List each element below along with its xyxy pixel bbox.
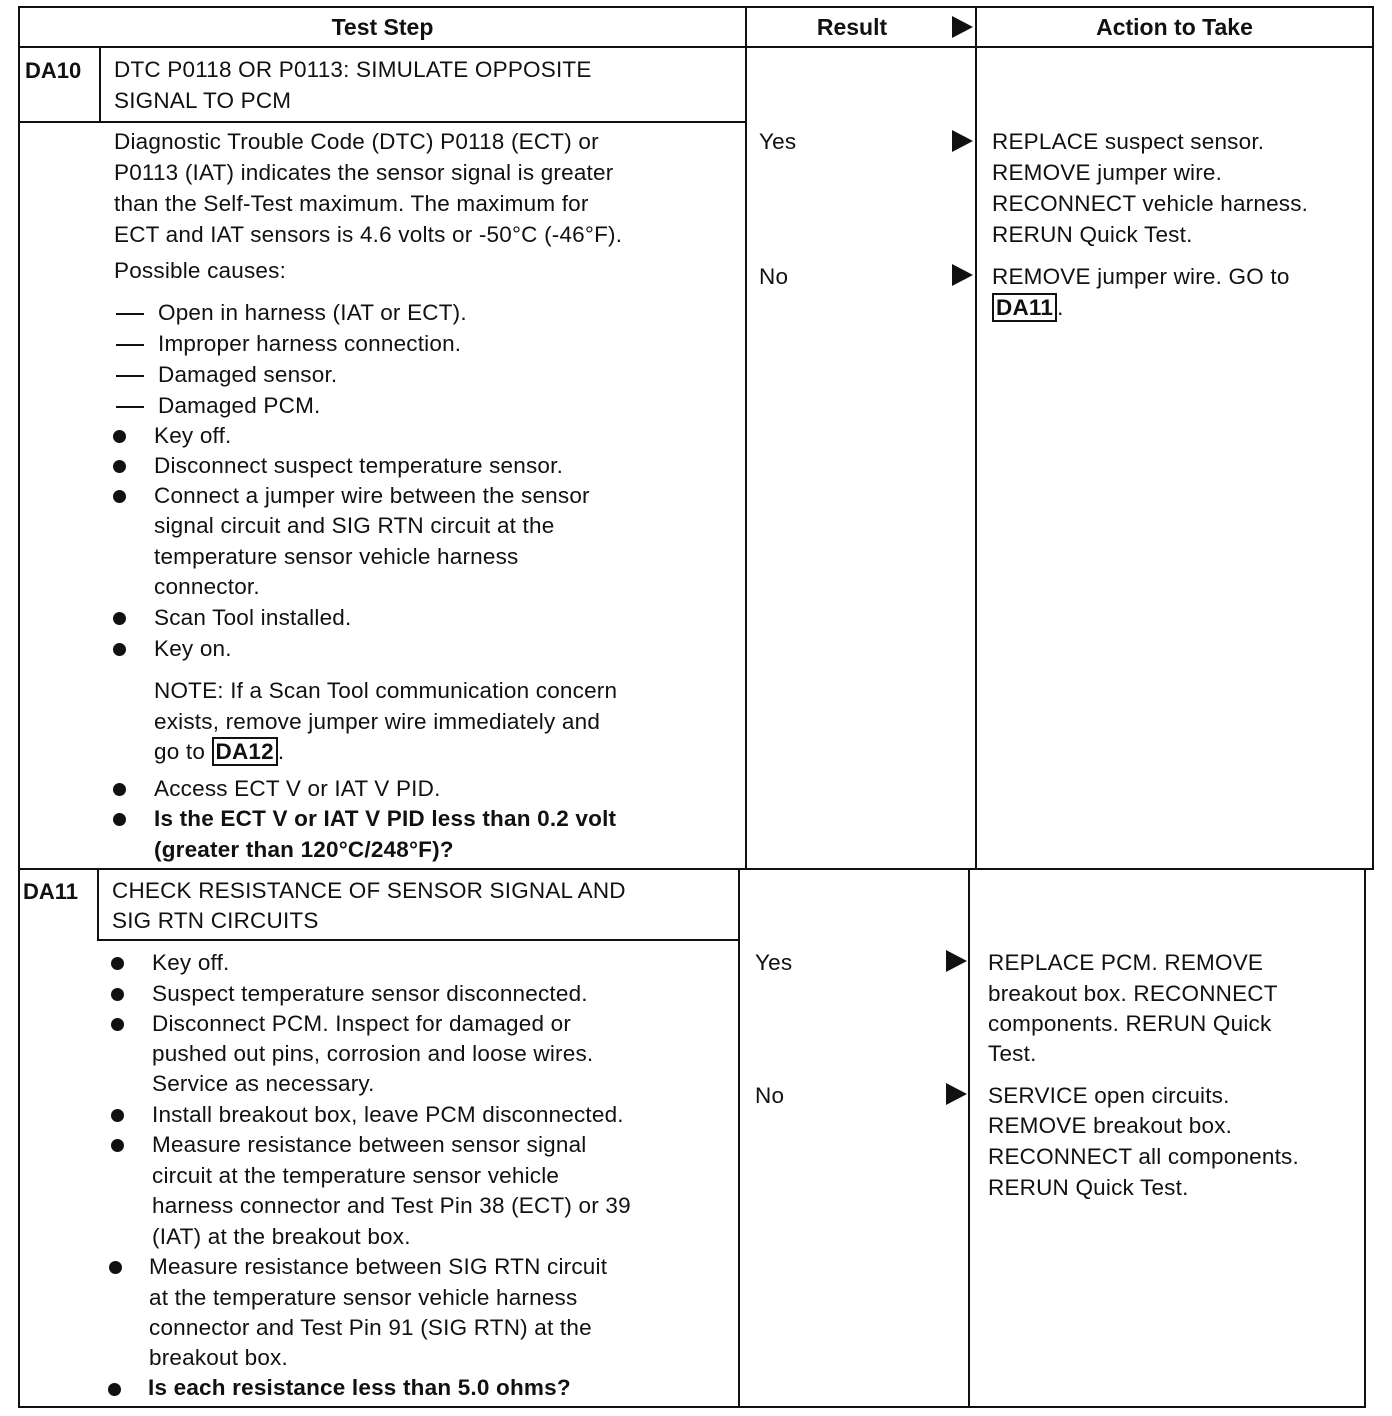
- da11-step: harness connector and Test Pin 38 (ECT) or 39: [152, 1193, 631, 1218]
- da11-step: Measure resistance between SIG RTN circuit: [149, 1254, 608, 1279]
- da10-step: Key on.: [154, 636, 232, 661]
- da10-step: Disconnect suspect temperature sensor.: [154, 453, 564, 478]
- table-border-left: [18, 6, 20, 1408]
- yes-arrow-icon: [946, 950, 967, 972]
- da11-step: Suspect temperature sensor disconnected.: [152, 981, 588, 1006]
- da10-note-ref-da12[interactable]: DA12: [212, 737, 278, 766]
- da10-yes-action: REPLACE suspect sensor.: [992, 129, 1265, 154]
- table-border-right-top: [1372, 6, 1374, 870]
- bullet-icon: [113, 643, 126, 656]
- da10-cause: Open in harness (IAT or ECT).: [158, 300, 467, 325]
- header-result: Result: [816, 14, 888, 40]
- da10-title-line: DTC P0118 OR P0113: SIMULATE OPPOSITE: [114, 57, 592, 82]
- da11-step: circuit at the temperature sensor vehicle: [152, 1163, 560, 1188]
- da11-step: at the temperature sensor vehicle harness: [149, 1285, 578, 1310]
- da11-yes-action: components. RERUN Quick: [988, 1011, 1272, 1036]
- bullet-icon: [111, 1139, 124, 1152]
- da10-yes-action: REMOVE jumper wire.: [992, 160, 1223, 185]
- da10-cause: Damaged sensor.: [158, 362, 338, 387]
- da11-step: (IAT) at the breakout box.: [152, 1224, 411, 1249]
- da11-no-label: No: [755, 1083, 785, 1108]
- bullet-icon: [109, 1261, 122, 1274]
- da11-yes-action: REPLACE PCM. REMOVE: [988, 950, 1264, 975]
- no-arrow-icon: [946, 1083, 967, 1105]
- da10-yes-action: RERUN Quick Test.: [992, 222, 1193, 247]
- yes-arrow-icon: [952, 130, 973, 152]
- header-arrow-icon: [952, 16, 973, 38]
- bullet-icon: [113, 460, 126, 473]
- no-arrow-icon: [952, 264, 973, 286]
- da10-causes-label: Possible causes:: [114, 258, 287, 283]
- bullet-icon: [111, 1109, 124, 1122]
- header-action: Action to Take: [1096, 14, 1253, 40]
- column-divider-action: [975, 6, 977, 870]
- da11-step: Key off.: [152, 950, 230, 975]
- bullet-icon: [111, 1018, 124, 1031]
- da11-no-action: REMOVE breakout box.: [988, 1113, 1233, 1138]
- da10-step: connector.: [154, 574, 260, 599]
- da11-yes-action: breakout box. RECONNECT: [988, 981, 1278, 1006]
- da10-question: (greater than 120°C/248°F)?: [154, 837, 454, 862]
- da10-step: Scan Tool installed.: [154, 605, 352, 630]
- da10-intro-line: Diagnostic Trouble Code (DTC) P0118 (ECT) or: [114, 129, 599, 154]
- da10-step: signal circuit and SIG RTN circuit at the: [154, 513, 555, 538]
- da10-step-code: DA10: [25, 58, 82, 83]
- da10-intro-line: P0113 (IAT) indicates the sensor signal is greater: [114, 160, 614, 185]
- da11-title-line: SIG RTN CIRCUITS: [112, 908, 319, 933]
- bullet-icon: [113, 612, 126, 625]
- header-divider: [18, 46, 1374, 48]
- bullet-icon: [113, 783, 126, 796]
- da10-no-end: .: [1057, 295, 1064, 320]
- dash-icon: [116, 344, 144, 346]
- table-border-top: [18, 6, 1374, 8]
- da11-no-action: RERUN Quick Test.: [988, 1175, 1189, 1200]
- dash-icon: [116, 406, 144, 408]
- bullet-icon: [108, 1383, 121, 1396]
- da10-note-last: [154, 737, 284, 767]
- da11-step: Service as necessary.: [152, 1071, 375, 1096]
- da10-code-cell-divider: [99, 46, 101, 122]
- column-divider-result-lower: [738, 868, 740, 1408]
- bullet-icon: [113, 430, 126, 443]
- row-divider-da11: [18, 868, 1374, 870]
- da10-step: Connect a jumper wire between the sensor: [154, 483, 590, 508]
- da11-step-code: DA11: [23, 879, 79, 904]
- da10-yes-label: Yes: [759, 129, 797, 154]
- da11-yes-label: Yes: [755, 950, 793, 975]
- da11-no-action: RECONNECT all components.: [988, 1144, 1299, 1169]
- da10-note: exists, remove jumper wire immediately and: [154, 709, 601, 734]
- da10-cause: Improper harness connection.: [158, 331, 462, 356]
- bullet-icon: [111, 957, 124, 970]
- da10-title-underline: [18, 121, 747, 123]
- da11-step: breakout box.: [149, 1345, 288, 1370]
- bullet-icon: [111, 988, 124, 1001]
- da10-step: Key off.: [154, 423, 232, 448]
- bullet-icon: [113, 490, 126, 503]
- da10-no-action: REMOVE jumper wire. GO to: [992, 264, 1290, 289]
- da11-title-line: CHECK RESISTANCE OF SENSOR SIGNAL AND: [112, 878, 626, 903]
- da10-no-label: No: [759, 264, 789, 289]
- da11-no-action: SERVICE open circuits.: [988, 1083, 1230, 1108]
- dash-icon: [116, 313, 144, 315]
- da11-title-underline: [97, 939, 740, 941]
- da11-step: connector and Test Pin 91 (SIG RTN) at the: [149, 1315, 592, 1340]
- da10-note-end: .: [277, 739, 285, 764]
- da11-yes-action: Test.: [988, 1041, 1037, 1066]
- table-border-right-bottom: [1364, 868, 1366, 1408]
- da11-step: pushed out pins, corrosion and loose wires.: [152, 1041, 594, 1066]
- da11-code-cell-divider: [97, 868, 99, 940]
- da11-question: Is each resistance less than 5.0 ohms?: [148, 1375, 571, 1400]
- column-divider-action-lower: [968, 868, 970, 1408]
- bullet-icon: [113, 813, 126, 826]
- da10-note: NOTE: If a Scan Tool communication concern: [154, 678, 618, 703]
- da10-step: Access ECT V or IAT V PID.: [154, 776, 441, 801]
- table-border-bottom: [18, 1406, 1366, 1408]
- da11-step: Measure resistance between sensor signal: [152, 1132, 587, 1157]
- header-test-step: Test Step: [331, 14, 434, 40]
- column-divider-result: [745, 6, 747, 870]
- da10-intro-line: than the Self-Test maximum. The maximum for: [114, 191, 589, 216]
- da10-cause: Damaged PCM.: [158, 393, 321, 418]
- da10-no-action-ref-line: [992, 293, 1064, 323]
- da10-note-text: go to: [154, 739, 206, 764]
- da11-step: Install breakout box, leave PCM disconnected.: [152, 1102, 624, 1127]
- da10-question: Is the ECT V or IAT V PID less than 0.2 volt: [154, 806, 617, 831]
- da10-step: temperature sensor vehicle harness: [154, 544, 519, 569]
- da10-no-ref-da11[interactable]: DA11: [992, 293, 1057, 322]
- da10-intro-line: ECT and IAT sensors is 4.6 volts or -50°C (-46°F).: [114, 222, 623, 247]
- da11-step: Disconnect PCM. Inspect for damaged or: [152, 1011, 572, 1036]
- dash-icon: [116, 375, 144, 377]
- da10-yes-action: RECONNECT vehicle harness.: [992, 191, 1309, 216]
- da10-title-line: SIGNAL TO PCM: [114, 88, 292, 113]
